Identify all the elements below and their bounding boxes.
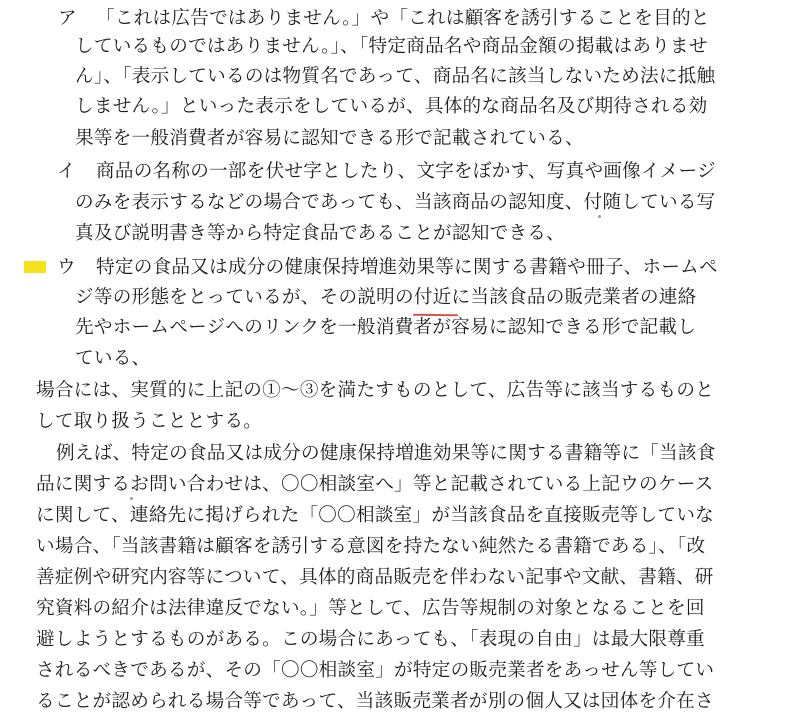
- item-a-marker: ア: [58, 8, 77, 29]
- example-line-6: 究資料の紹介は法律違反でない。」等として、広告等規制の対象となることを回: [36, 598, 705, 619]
- item-a-line-2: しているものではありません。」、「特定商品名や商品金額の掲載はありませ: [75, 36, 708, 57]
- conclusion-line-1: 場合には、実質的に上記の①～③を満たすものとして、広告等に該当するものと: [36, 380, 715, 401]
- example-line-5: 善症例や研究内容等について、具体的商品販売を伴わない記事や文献、書籍、研: [36, 567, 714, 588]
- item-u-marker: ウ: [57, 257, 76, 278]
- example-line-4: い場合、「当該書籍は顧客を誘引する意図を持たない純然たる書籍である」、「改: [36, 536, 706, 557]
- item-i-line-3: 真及び説明書き等から特定食品であることが認知できる、: [75, 223, 565, 244]
- item-i-line-2: のみを表示するなどの場合であっても、当該商品の認知度、付随している写: [75, 192, 716, 213]
- item-a-line-1: 「これは広告ではありません。」や「これは顧客を誘引することを目的と: [96, 8, 710, 29]
- example-line-3: に関して、連絡先に掲げられた「〇〇相談室」が当該食品を直接販売等していな: [36, 505, 715, 526]
- example-line-7: 避しようとするものがある。この場合にあっても、「表現の自由」は最大限尊重: [36, 629, 705, 650]
- conclusion-line-2: して取り扱うこととする。: [36, 411, 263, 432]
- item-i-marker: イ: [57, 161, 76, 182]
- item-a-line-3: ん」、「表示しているのは物質名であって、商品名に該当しないため法に抵触: [75, 66, 716, 87]
- item-u-line-4: ている、: [75, 348, 151, 369]
- highlight-marker: [24, 261, 46, 273]
- item-i-line-1: 商品の名称の一部を伏せ字としたり、文字をぼかす、写真や画像イメージ: [96, 161, 716, 182]
- item-u-line-2: ジ等の形態をとっているが、その説明の付近に当該食品の販売業者の連絡: [75, 287, 697, 308]
- item-u-line-1: 特定の食品又は成分の健康保持増進効果等に関する書籍や冊子、ホームペ: [96, 257, 718, 278]
- example-line-9: ることが認められる場合等であって、当該販売業者が別の個人又は団体を介在さ: [36, 691, 714, 712]
- example-line-1: 例えば、特定の食品又は成分の健康保持増進効果等に関する書籍等に「当該食: [56, 443, 716, 464]
- item-u-line-3: 先やホームページへのリンクを一般消費者が容易に認知できる形で記載し: [75, 317, 697, 338]
- scan-speck: [598, 215, 601, 218]
- scan-speck: [130, 497, 133, 500]
- example-line-2: 品に関するお問い合わせは、〇〇相談室へ」等と記載されている上記ウのケース: [36, 474, 714, 495]
- item-a-line-4: しません。」といった表示をしているが、具体的な商品名及び期待される効: [75, 96, 708, 117]
- example-line-8: されるべきであるが、その「〇〇相談室」が特定の販売業者をあっせん等してい: [36, 660, 715, 681]
- item-a-line-5: 果等を一般消費者が容易に認知できる形で記載されている、: [75, 128, 584, 149]
